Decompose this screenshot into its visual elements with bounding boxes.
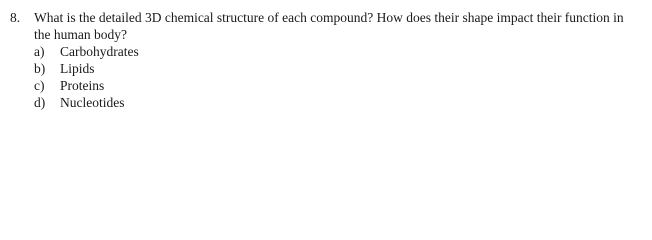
answer-options [34,43,640,111]
question-line [10,9,640,43]
option-letter: a) [34,44,45,59]
option-letter: c) [34,78,45,93]
option-a [34,43,640,60]
option-label: Proteins [60,78,105,93]
question-text: What is the detailed 3D chemical structure of each compound? How does their shape impact their function in the human body? [34,10,624,42]
option-letter: b) [34,61,46,76]
question-number: 8. [10,10,21,25]
option-b [34,60,640,77]
option-label: Lipids [60,61,95,76]
question-block [10,9,640,111]
option-c [34,77,640,94]
option-d [34,94,640,111]
option-label: Nucleotides [60,95,125,110]
option-letter: d) [34,95,46,110]
option-label: Carbohydrates [60,44,139,59]
